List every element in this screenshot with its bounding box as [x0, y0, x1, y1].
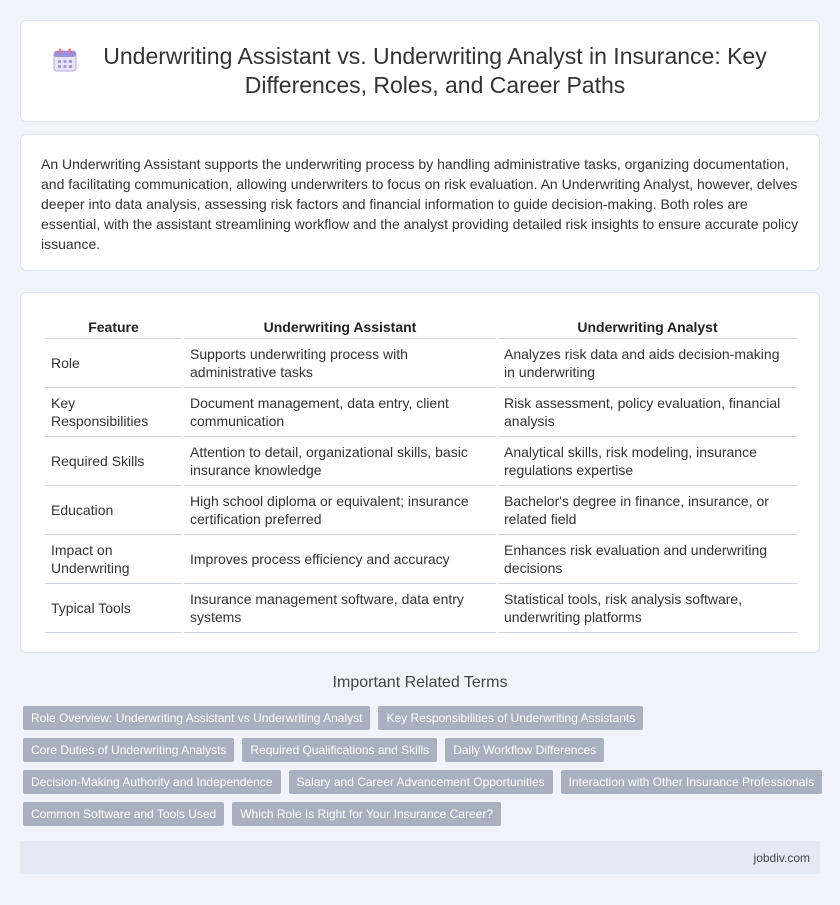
related-term-tag[interactable]: Core Duties of Underwriting Analysts	[23, 738, 234, 762]
footer-site-link[interactable]: jobdiv.com	[753, 851, 810, 865]
feature-cell: Key Responsibilities	[45, 388, 182, 437]
assistant-cell: Improves process efficiency and accuracy	[184, 535, 496, 584]
assistant-cell: High school diploma or equivalent; insurance certification preferred	[184, 486, 496, 535]
related-terms-heading: Important Related Terms	[332, 674, 508, 691]
related-terms-list	[23, 706, 823, 826]
table-row	[45, 584, 797, 633]
analyst-cell: Analyzes risk data and aids decision-making in underwriting	[498, 339, 797, 388]
feature-cell: Required Skills	[45, 437, 182, 486]
analyst-cell: Bachelor's degree in finance, insurance, or related field	[498, 486, 797, 535]
feature-cell: Role	[45, 339, 182, 388]
column-header-assistant: Underwriting Assistant	[184, 315, 496, 339]
intro-paragraph: An Underwriting Assistant supports the underwriting process by handling administrative tasks, organizing documentation, and facilitating communication, allowing underwriters to focus on risk evaluation. An Underwriting Analyst, however, delves deeper into data analysis, assessing risk factors and financial information to guide decision-making. Both roles are essential, with the assistant streamlining workflow and the analyst providing detailed risk insights to ensure accurate policy issuance.	[41, 156, 799, 252]
page-title: Underwriting Assistant vs. Underwriting Analyst in Insurance: Key Differences, Roles, and Career Paths	[103, 43, 767, 98]
assistant-cell: Insurance management software, data entry systems	[184, 584, 496, 633]
calendar-icon	[52, 47, 78, 73]
related-term-tag[interactable]: Decision-Making Authority and Independence	[23, 770, 281, 794]
comparison-table	[43, 315, 799, 633]
column-header-analyst: Underwriting Analyst	[498, 315, 797, 339]
analyst-cell: Risk assessment, policy evaluation, financial analysis	[498, 388, 797, 437]
comparison-card	[20, 292, 820, 653]
related-term-tag[interactable]: Common Software and Tools Used	[23, 802, 224, 826]
related-term-tag[interactable]: Required Qualifications and Skills	[242, 738, 437, 762]
footer	[20, 841, 820, 874]
table-row	[45, 339, 797, 388]
related-term-tag[interactable]: Key Responsibilities of Underwriting Assistants	[378, 706, 643, 730]
related-term-tag[interactable]: Which Role Is Right for Your Insurance Career?	[232, 802, 501, 826]
table-row	[45, 535, 797, 584]
assistant-cell: Supports underwriting process with administrative tasks	[184, 339, 496, 388]
analyst-cell: Analytical skills, risk modeling, insurance regulations expertise	[498, 437, 797, 486]
header-card	[20, 20, 820, 122]
assistant-cell: Attention to detail, organizational skills, basic insurance knowledge	[184, 437, 496, 486]
related-term-tag[interactable]: Role Overview: Underwriting Assistant vs Underwriting Analyst	[23, 706, 370, 730]
column-header-feature: Feature	[45, 315, 182, 339]
analyst-cell: Enhances risk evaluation and underwriting decisions	[498, 535, 797, 584]
related-term-tag[interactable]: Salary and Career Advancement Opportunities	[289, 770, 553, 794]
analyst-cell: Statistical tools, risk analysis software, underwriting platforms	[498, 584, 797, 633]
table-row	[45, 388, 797, 437]
table-row	[45, 437, 797, 486]
assistant-cell: Document management, data entry, client communication	[184, 388, 496, 437]
related-term-tag[interactable]: Daily Workflow Differences	[445, 738, 604, 762]
feature-cell: Typical Tools	[45, 584, 182, 633]
table-header-row	[45, 315, 797, 339]
feature-cell: Education	[45, 486, 182, 535]
related-term-tag[interactable]: Interaction with Other Insurance Professionals	[561, 770, 822, 794]
intro-card	[20, 134, 820, 271]
table-row	[45, 486, 797, 535]
feature-cell: Impact on Underwriting	[45, 535, 182, 584]
